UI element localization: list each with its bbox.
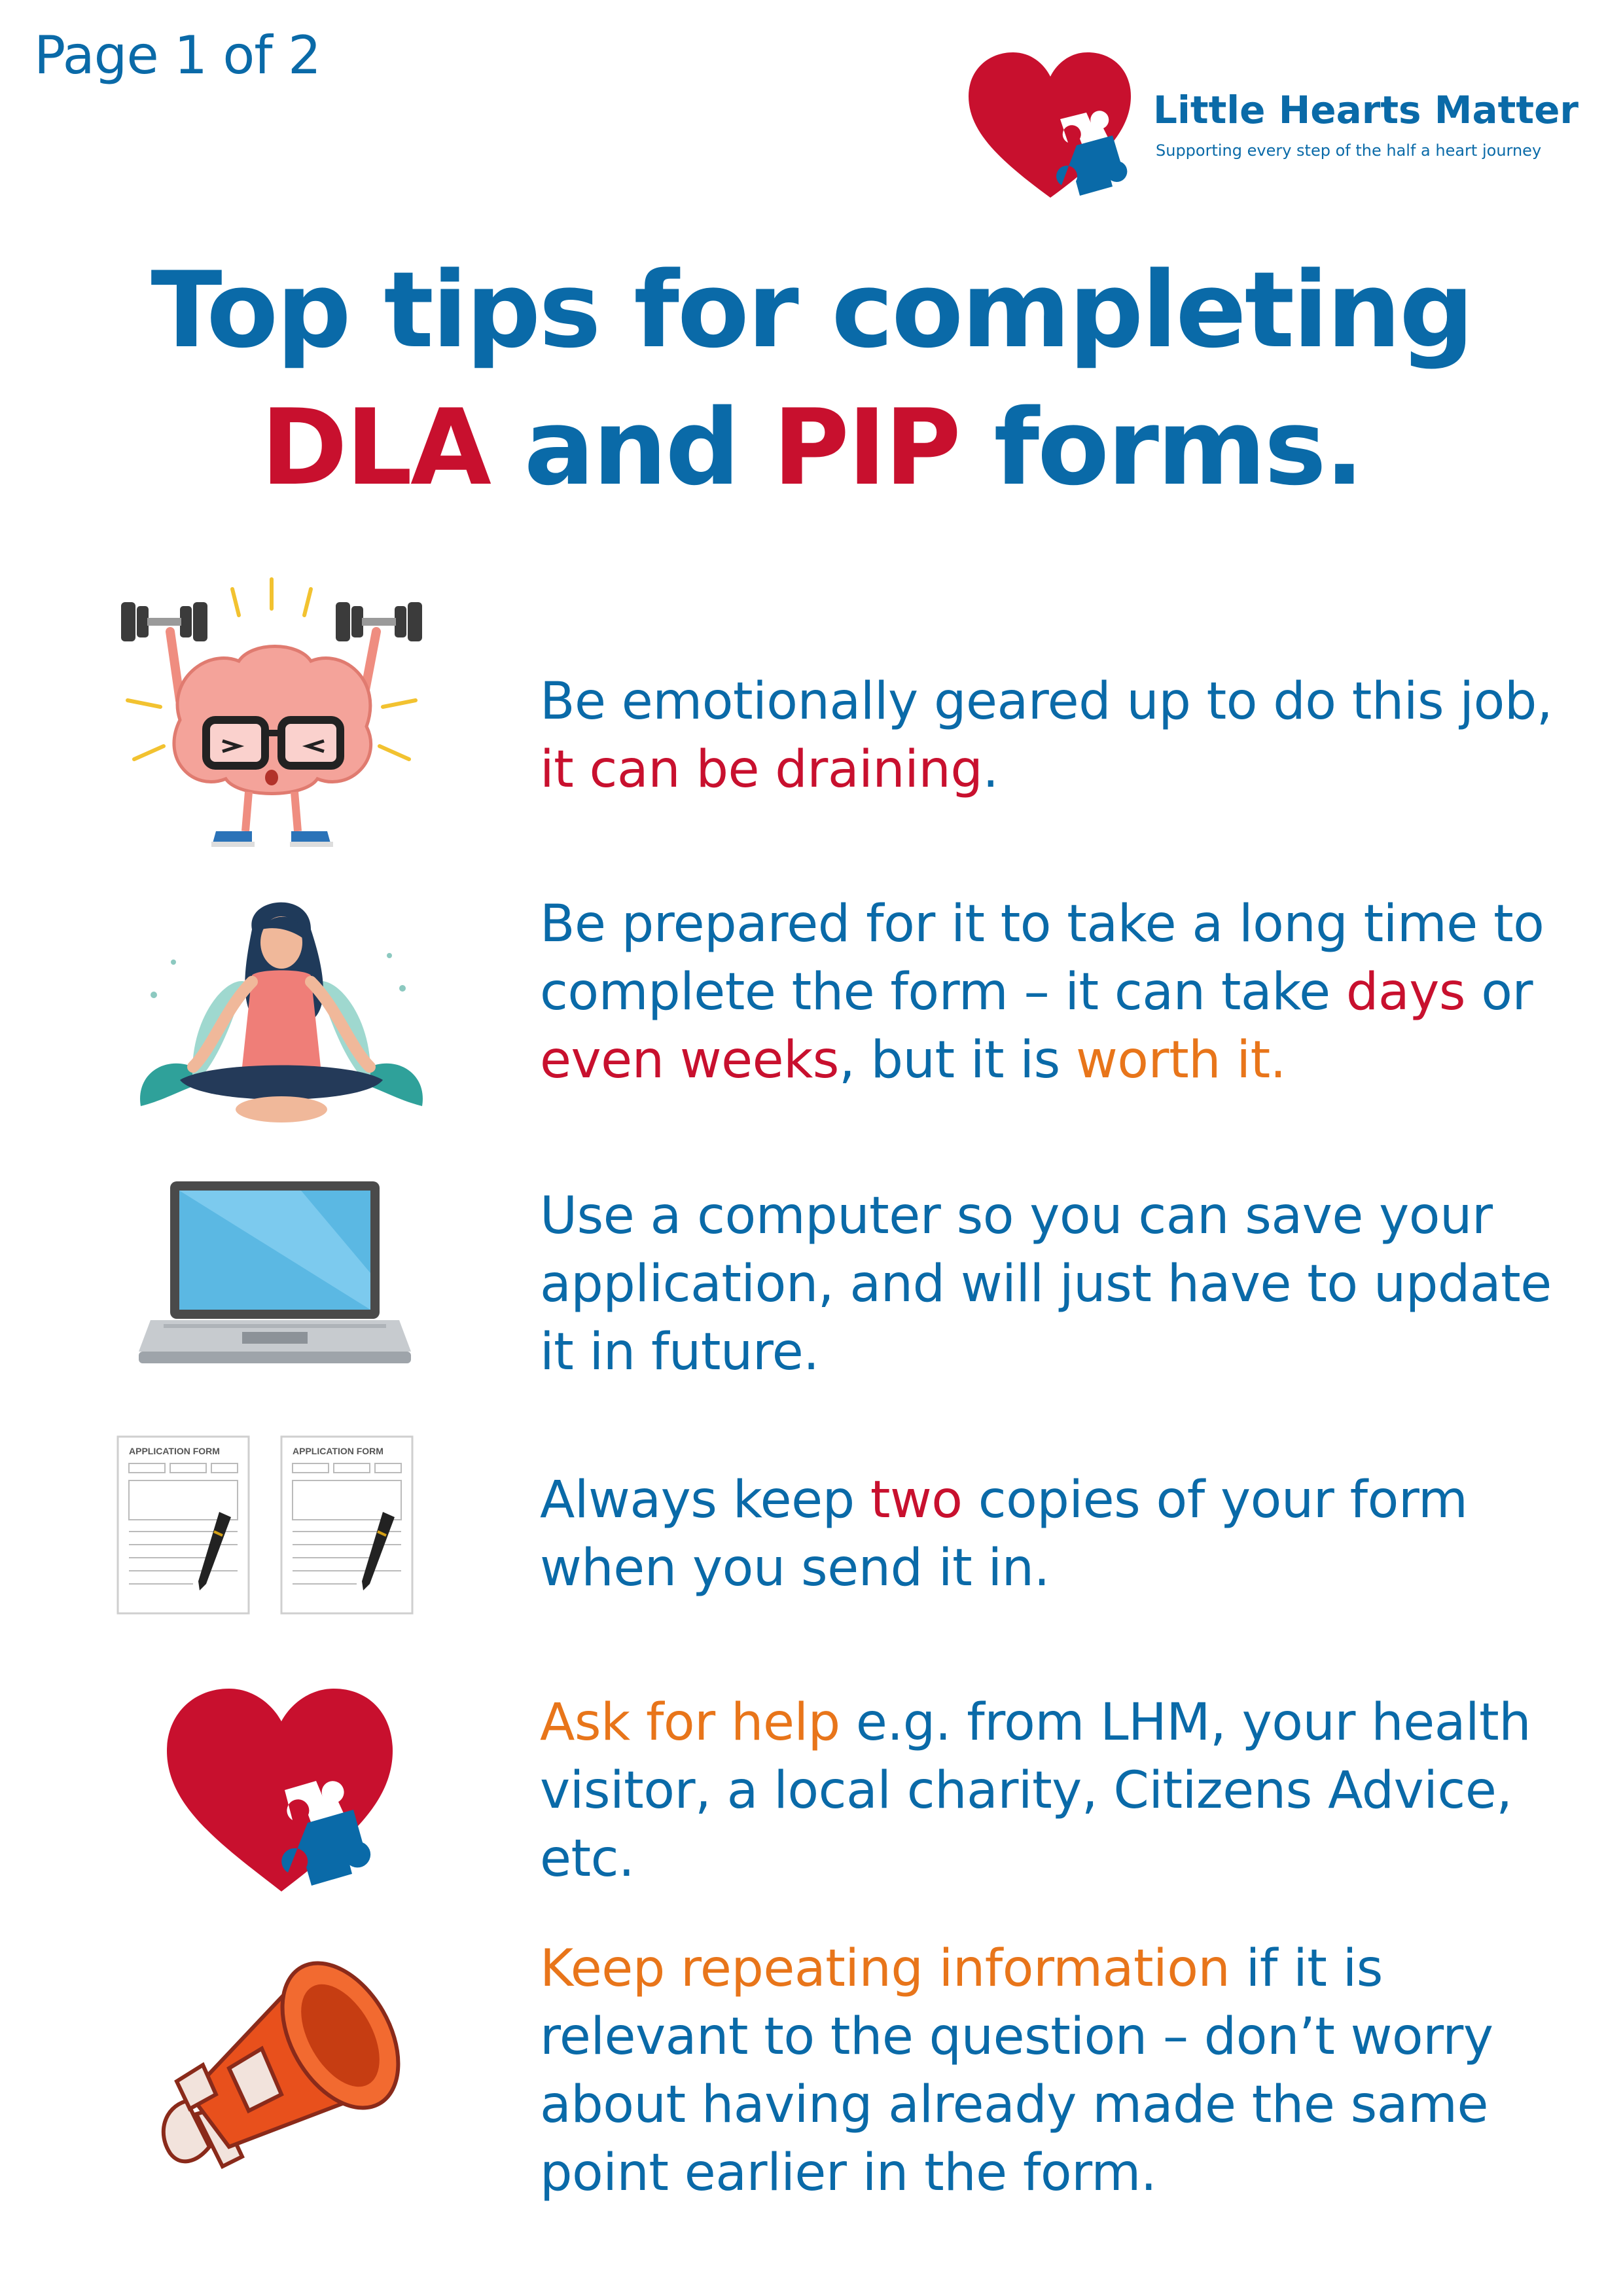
page-number: Page 1 of 2 xyxy=(34,25,321,86)
tip-long-time-days: days xyxy=(1346,963,1465,1022)
heart-puzzle-icon xyxy=(160,1682,402,1898)
tip-long-time-but: , but it is xyxy=(838,1031,1077,1090)
tip-two-copies-two: two xyxy=(870,1471,963,1530)
tip-two-copies-end: copies of your form when you send it in. xyxy=(540,1471,1468,1598)
tip-computer: Use a computer so you can save your application, and will just have to update it in future. xyxy=(540,1187,1552,1382)
meditating-woman-icon xyxy=(115,890,448,1139)
tip-long-time-weeks: even weeks xyxy=(540,1031,839,1090)
tip-emotional-text: Be emotionally geared up to do this job, xyxy=(540,672,1553,731)
megaphone-icon xyxy=(151,1937,412,2225)
title-pip: PIP xyxy=(772,386,959,509)
tip-long-time-worth: worth it. xyxy=(1076,1031,1286,1090)
tip-two-copies-text: Always keep xyxy=(540,1471,870,1530)
tip-emotional xyxy=(540,668,1561,804)
tip-repeat-info-highlight: Keep repeating information xyxy=(540,1939,1230,1998)
tip-long-time-text: Be prepared for it to take a long time to complete the form – it can take xyxy=(540,895,1544,1022)
brand-name: Little Hearts Matter xyxy=(1153,88,1579,132)
title-forms: forms. xyxy=(959,386,1363,509)
form-heading-2: APPLICATION FORM xyxy=(293,1446,383,1456)
tip-long-time-or: or xyxy=(1465,963,1533,1022)
tip-repeat-info xyxy=(540,1935,1561,2207)
form-heading-1: APPLICATION FORM xyxy=(129,1446,220,1456)
page-title-line-2 xyxy=(0,386,1623,509)
brand-tagline: Supporting every step of the half a heart journey xyxy=(1156,141,1542,160)
tip-long-time xyxy=(540,890,1561,1094)
tip-emotional-highlight: it can be draining xyxy=(540,740,983,799)
tip-two-copies xyxy=(540,1466,1561,1602)
tip-emotional-end: . xyxy=(982,740,999,799)
heart-puzzle-logo-icon xyxy=(962,47,1139,204)
brand-logo xyxy=(962,47,1577,204)
tip-ask-help-text: e.g. from LHM, your health visitor, a local charity, Citizens Advice, etc. xyxy=(540,1693,1531,1888)
application-forms-icon xyxy=(115,1433,416,1617)
title-and: and xyxy=(489,386,773,509)
tip-ask-help xyxy=(540,1689,1561,1893)
page-title-line-1: Top tips for completing xyxy=(151,249,1472,371)
tip-repeat-info-text: if it is relevant to the question – don’t worry about having already made the same point earlier in the form. xyxy=(540,1939,1493,2202)
title-dla: DLA xyxy=(260,386,490,509)
brain-lifting-weights-icon xyxy=(108,569,435,857)
laptop-icon xyxy=(137,1175,412,1371)
tip-ask-help-highlight: Ask for help xyxy=(540,1693,840,1752)
